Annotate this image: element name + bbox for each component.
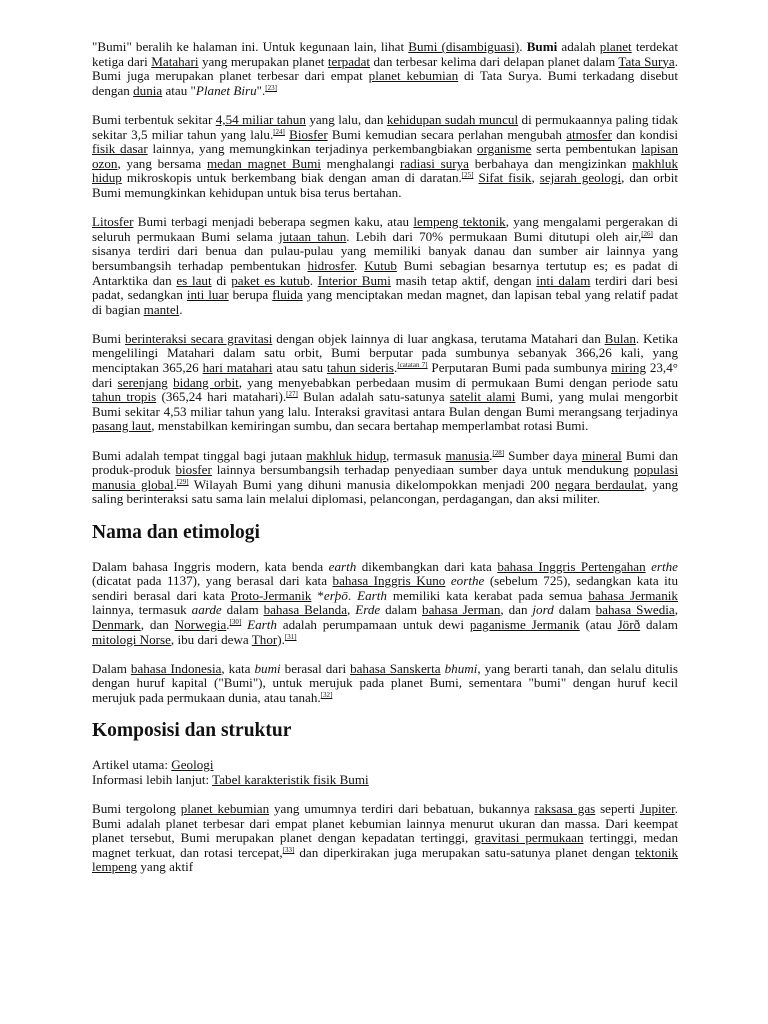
- citation-link[interactable]: [28]: [492, 448, 505, 457]
- etymology-paragraph-1: Dalam bahasa Inggris modern, kata benda earth dikembangkan dari kata bahasa Inggris Pertengahan erthe (dicatat pada 1137), yang berasal dari kata bahasa Inggris Kuno eorthe (sebelum 725), sedangkan kata itu sendiri berasal dari kata Proto-Jermanik *erþō. Earth memiliki kata kerabat pada semua bahasa Jermanik lainnya, termasuk aarde dalam bahasa Belanda, Erde dalam bahasa Jerman, dan jord dalam bahasa Swedia, Denmark, dan Norwegia.[30] Earth adalah perumpamaan untuk dewi paganisme Jermanik (atau Jörð dalam mitologi Norse, ibu dari dewa Thor).[31]: [92, 558, 678, 647]
- link-bahasa-sanskerta[interactable]: bahasa Sanskerta: [350, 660, 441, 676]
- italic-term: jord: [532, 602, 554, 618]
- citation-superscript: [285, 633, 297, 641]
- link-proto-jermanik[interactable]: Proto-Jermanik: [230, 587, 312, 603]
- italic-term: eorthe: [450, 573, 485, 589]
- citation-link[interactable]: [30]: [229, 617, 242, 626]
- link-jupiter[interactable]: Jupiter: [639, 800, 675, 816]
- link-tabel-karakteristik-fisik-bumi[interactable]: Tabel karakteristik fisik Bumi: [212, 771, 369, 787]
- further-info-note: Informasi lebih lanjut: Tabel karakteristik fisik Bumi: [92, 771, 369, 787]
- citation-superscript: [283, 846, 295, 854]
- italic-term: Erde: [355, 602, 381, 618]
- link-jutaan-tahun[interactable]: jutaan tahun: [279, 228, 347, 244]
- citation-superscript: [230, 618, 242, 626]
- link-terpadat[interactable]: terpadat: [327, 53, 371, 69]
- link-pasang-laut[interactable]: pasang laut: [92, 418, 152, 434]
- citation-link[interactable]: [catatan 7]: [397, 361, 428, 370]
- citation-superscript: [321, 691, 333, 699]
- link-mantel[interactable]: mantel: [143, 301, 180, 317]
- citation-link[interactable]: [33]: [282, 845, 295, 854]
- citation-superscript: [177, 478, 189, 486]
- link-paket-es-kutub[interactable]: paket es kutub: [231, 272, 310, 288]
- link-planet[interactable]: planet: [599, 39, 632, 54]
- link-dunia[interactable]: dunia: [133, 82, 163, 98]
- link-hidrosfer[interactable]: hidrosfer: [307, 257, 355, 273]
- italic-term: erþō: [323, 587, 348, 603]
- italic-term: Earth: [357, 587, 387, 603]
- link-serenjang[interactable]: serenjang: [117, 374, 168, 390]
- link-gravitasi-permukaan[interactable]: gravitasi permukaan: [474, 830, 584, 846]
- link-litosfer[interactable]: Litosfer: [92, 214, 134, 230]
- link-paganisme-jermanik[interactable]: paganisme Jermanik: [469, 616, 580, 632]
- main-article-note: Artikel utama: Geologi: [92, 757, 214, 773]
- link-j-r[interactable]: Jörð: [617, 616, 641, 632]
- link-kutub[interactable]: Kutub: [364, 257, 397, 273]
- link-lapisan-ozon[interactable]: lapisan ozon: [92, 141, 678, 171]
- link-fisik-dasar[interactable]: fisik dasar: [92, 141, 148, 157]
- link-thor[interactable]: Thor: [251, 631, 278, 647]
- citation-link[interactable]: [23]: [265, 83, 277, 92]
- citation-superscript: [397, 361, 427, 369]
- link-negara-berdaulat[interactable]: negara berdaulat: [555, 476, 644, 492]
- link-norwegia[interactable]: Norwegia: [174, 616, 227, 632]
- link-populasi-manusia-global[interactable]: populasi manusia global: [92, 462, 678, 492]
- italic-term: bhumi: [444, 660, 478, 676]
- link-atmosfer[interactable]: atmosfer: [566, 126, 613, 142]
- citation-superscript: [286, 390, 298, 398]
- link-makhluk-hidup[interactable]: makhluk hidup: [92, 155, 678, 186]
- link-geologi[interactable]: Geologi: [171, 757, 214, 773]
- link-bahasa-swedia[interactable]: bahasa Swedia: [595, 602, 675, 618]
- citation-superscript: [273, 128, 285, 136]
- link-inti-luar[interactable]: inti luar: [186, 287, 229, 303]
- italic-term: Planet Biru: [195, 82, 257, 98]
- link-sejarah-geologi[interactable]: sejarah geologi: [539, 170, 622, 186]
- link-mineral[interactable]: mineral: [581, 447, 622, 463]
- link-radiasi-surya[interactable]: radiasi surya: [400, 155, 469, 171]
- citation-superscript: [492, 449, 504, 457]
- link-fluida[interactable]: fluida: [272, 287, 303, 303]
- link-tahun-sideris[interactable]: tahun sideris: [326, 360, 395, 376]
- italic-term: bumi: [254, 660, 281, 676]
- intro-paragraph-3: Litosfer Bumi terbagi menjadi beberapa segmen kaku, atau lempeng tektonik, yang mengalami pergerakan di seluruh permukaan Bumi selama jutaan tahun. Lebih dari 70% permukaan Bumi ditutupi oleh air,[26] dan sisanya terdiri dari benua dan pulau-pulau yang memiliki banyak danau dan sumber air lainnya yang bersumbangsih terhadap pembentukan hidrosfer. Kutub Bumi sebagian besarnya tertutup es; es padat di Antarktika dan es laut di paket es kutub. Interior Bumi masih tetap aktif, dengan inti dalam terdiri dari besi padat, sedangkan inti luar berupa fluida yang menciptakan medan magnet, dan lapisan tebal yang relatif padat di bagian mantel.: [92, 214, 679, 317]
- composition-paragraph-1: Bumi tergolong planet kebumian yang umumnya terdiri dari bebatuan, bukannya raksasa gas seperti Jupiter. Bumi adalah planet terbesar dari empat planet kebumian lainnya menurut ukuran dan massa. Dari keempat planet tersebut, Bumi merupakan planet dengan kepadatan tertinggi, gravitasi permukaan tertinggi, medan magnet terkuat, dan rotasi tercepat,[33] dan diperkirakan juga merupakan satu-satunya planet dengan tektonik lempeng yang aktif: [92, 800, 678, 875]
- italic-term: erthe: [651, 558, 678, 574]
- link-matahari[interactable]: Matahari: [151, 53, 199, 69]
- link-tata-surya[interactable]: Tata Surya: [618, 53, 675, 69]
- link-miring[interactable]: miring: [611, 360, 646, 376]
- link-tahun-tropis[interactable]: tahun tropis: [92, 389, 157, 405]
- intro-paragraph-4: Bumi berinteraksi secara gravitasi dengan objek lainnya di luar angkasa, terutama Matahari dan Bulan. Ketika mengelilingi Matahari dalam satu orbit, Bumi berputar pada sumbunya sebanyak 366,26 kali, yang menciptakan 365,26 hari matahari atau satu tahun sideris.[catatan 7] Perputaran Bumi pada sumbunya miring 23,4° dari serenjang bidang orbit, yang menyebabkan perbedaan musim di permukaan Bumi dengan periode satu tahun tropis (365,24 hari matahari).[27] Bulan adalah satu-satunya satelit alami Bumi, yang mulai mengorbit Bumi sekitar 4,53 miliar tahun yang lalu. Interaksi gravitasi antara Bulan dengan Bumi merangsang terjadinya pasang laut, menstabilkan kemiringan sumbu, dan secara bertahap memperlambat rotasi Bumi.: [92, 330, 678, 434]
- link-4-54-miliar-tahun[interactable]: 4,54 miliar tahun: [215, 111, 306, 127]
- intro-paragraph-1: "Bumi" beralih ke halaman ini. Untuk kegunaan lain, lihat Bumi (disambiguasi). Bumi adalah planet terdekat ketiga dari Matahari yang merupakan planet terpadat dan terbesar kelima dari delapan planet dalam Tata Surya. Bumi juga merupakan planet terbesar dari empat planet kebumian di Tata Surya. Bumi terkadang disebut dengan dunia atau "Planet Biru".[23]: [92, 39, 678, 98]
- link-tektonik-lempeng[interactable]: tektonik lempeng: [92, 844, 678, 875]
- citation-superscript: [265, 84, 277, 92]
- citation-link[interactable]: [26]: [641, 229, 653, 238]
- section-heading-composition: Komposisi dan struktur: [92, 720, 292, 742]
- italic-term: Earth: [247, 616, 277, 632]
- link-satelit-alami[interactable]: satelit alami: [449, 389, 516, 405]
- link-bahasa-indonesia[interactable]: bahasa Indonesia: [130, 660, 222, 676]
- link-raksasa-gas[interactable]: raksasa gas: [534, 800, 596, 816]
- link-denmark[interactable]: Denmark: [92, 616, 141, 632]
- link-bahasa-inggris-kuno[interactable]: bahasa Inggris Kuno: [332, 573, 446, 589]
- link-sifat-fisik[interactable]: Sifat fisik: [478, 170, 532, 186]
- italic-term: aarde: [191, 602, 222, 618]
- italic-term: earth: [328, 558, 357, 574]
- article-body: [92, 40, 678, 889]
- link-interior-bumi[interactable]: Interior Bumi: [317, 272, 391, 288]
- citation-link[interactable]: [31]: [284, 632, 297, 641]
- link-bahasa-jerman[interactable]: bahasa Jerman: [422, 602, 501, 618]
- intro-paragraph-5: Bumi adalah tempat tinggal bagi jutaan makhluk hidup, termasuk manusia.[28] Sumber daya mineral Bumi dan produk-produk biosfer lainnya bersumbangsih terhadap penyediaan sumber daya untuk mendukung populasi manusia global.[29] Wilayah Bumi yang dihuni manusia dikelompokkan menjadi 200 negara berdaulat, yang saling berinteraksi satu sama lain melalui diplomasi, pelancongan, perdagangan, dan aksi militer.: [92, 447, 679, 507]
- citation-link[interactable]: [24]: [273, 127, 285, 136]
- bold-term: Bumi: [526, 39, 558, 54]
- link-berinteraksi-secara-gravitasi[interactable]: berinteraksi secara gravitasi: [125, 330, 273, 346]
- link-kehidupan-sudah-muncul[interactable]: kehidupan sudah muncul: [386, 111, 519, 127]
- link-inti-dalam[interactable]: inti dalam: [536, 272, 591, 288]
- link-biosfer[interactable]: Biosfer: [289, 126, 328, 142]
- link-planet-kebumian[interactable]: planet kebumian: [368, 68, 459, 84]
- citation-link[interactable]: [29]: [176, 477, 189, 486]
- etymology-paragraph-2: Dalam bahasa Indonesia, kata bumi berasal dari bahasa Sanskerta bhumi, yang berarti tanah, dan selalu ditulis dengan huruf kapital ("Bumi"), untuk merujuk pada planet Bumi, sementara "bumi" dengan huruf kecil merujuk pada permukaan dunia, atau tanah.[32]: [92, 660, 678, 705]
- link-medan-magnet-bumi[interactable]: medan magnet Bumi: [206, 155, 321, 171]
- link-bahasa-inggris-pertengahan[interactable]: bahasa Inggris Pertengahan: [497, 558, 646, 574]
- citation-superscript: [462, 171, 474, 179]
- intro-paragraph-2: Bumi terbentuk sekitar 4,54 miliar tahun yang lalu, dan kehidupan sudah muncul di permukaannya paling tidak sekitar 3,5 miliar tahun yang lalu.[24] Biosfer Bumi kemudian secara perlahan mengubah atmosfer dan kondisi fisik dasar lainnya, yang memungkinkan terjadinya perkembangbiakan organisme serta pembentukan lapisan ozon, yang bersama medan magnet Bumi menghalangi radiasi surya berbahaya dan mengizinkan makhluk hidup mikroskopis untuk berkembang biak dengan aman di daratan.[25] Sifat fisik, sejarah geologi, dan orbit Bumi memungkinkan kehidupan untuk bisa terus bertahan.: [92, 111, 679, 200]
- link-biosfer[interactable]: biosfer: [175, 462, 212, 478]
- link-hari-matahari[interactable]: hari matahari: [202, 360, 273, 376]
- citation-link[interactable]: [32]: [320, 690, 333, 699]
- link-bahasa-jermanik[interactable]: bahasa Jermanik: [588, 587, 678, 603]
- citation-link[interactable]: [25]: [461, 171, 474, 180]
- link-planet-kebumian[interactable]: planet kebumian: [180, 800, 270, 816]
- link-bumi-disambiguasi[interactable]: Bumi (disambiguasi): [408, 39, 520, 54]
- link-bidang-orbit[interactable]: bidang orbit: [173, 374, 239, 390]
- section-heading-etymology: Nama dan etimologi: [92, 521, 260, 543]
- link-bulan[interactable]: Bulan: [604, 330, 636, 346]
- link-mitologi-norse[interactable]: mitologi Norse: [92, 631, 171, 647]
- link-manusia[interactable]: manusia: [445, 447, 490, 463]
- link-makhluk-hidup[interactable]: makhluk hidup: [306, 447, 387, 463]
- link-bahasa-belanda[interactable]: bahasa Belanda: [263, 602, 348, 618]
- link-organisme[interactable]: organisme: [477, 141, 532, 157]
- link-lempeng-tektonik[interactable]: lempeng tektonik: [413, 214, 506, 230]
- citation-superscript: [641, 230, 653, 238]
- citation-link[interactable]: [27]: [286, 390, 298, 399]
- link-es-laut[interactable]: es laut: [176, 272, 212, 288]
